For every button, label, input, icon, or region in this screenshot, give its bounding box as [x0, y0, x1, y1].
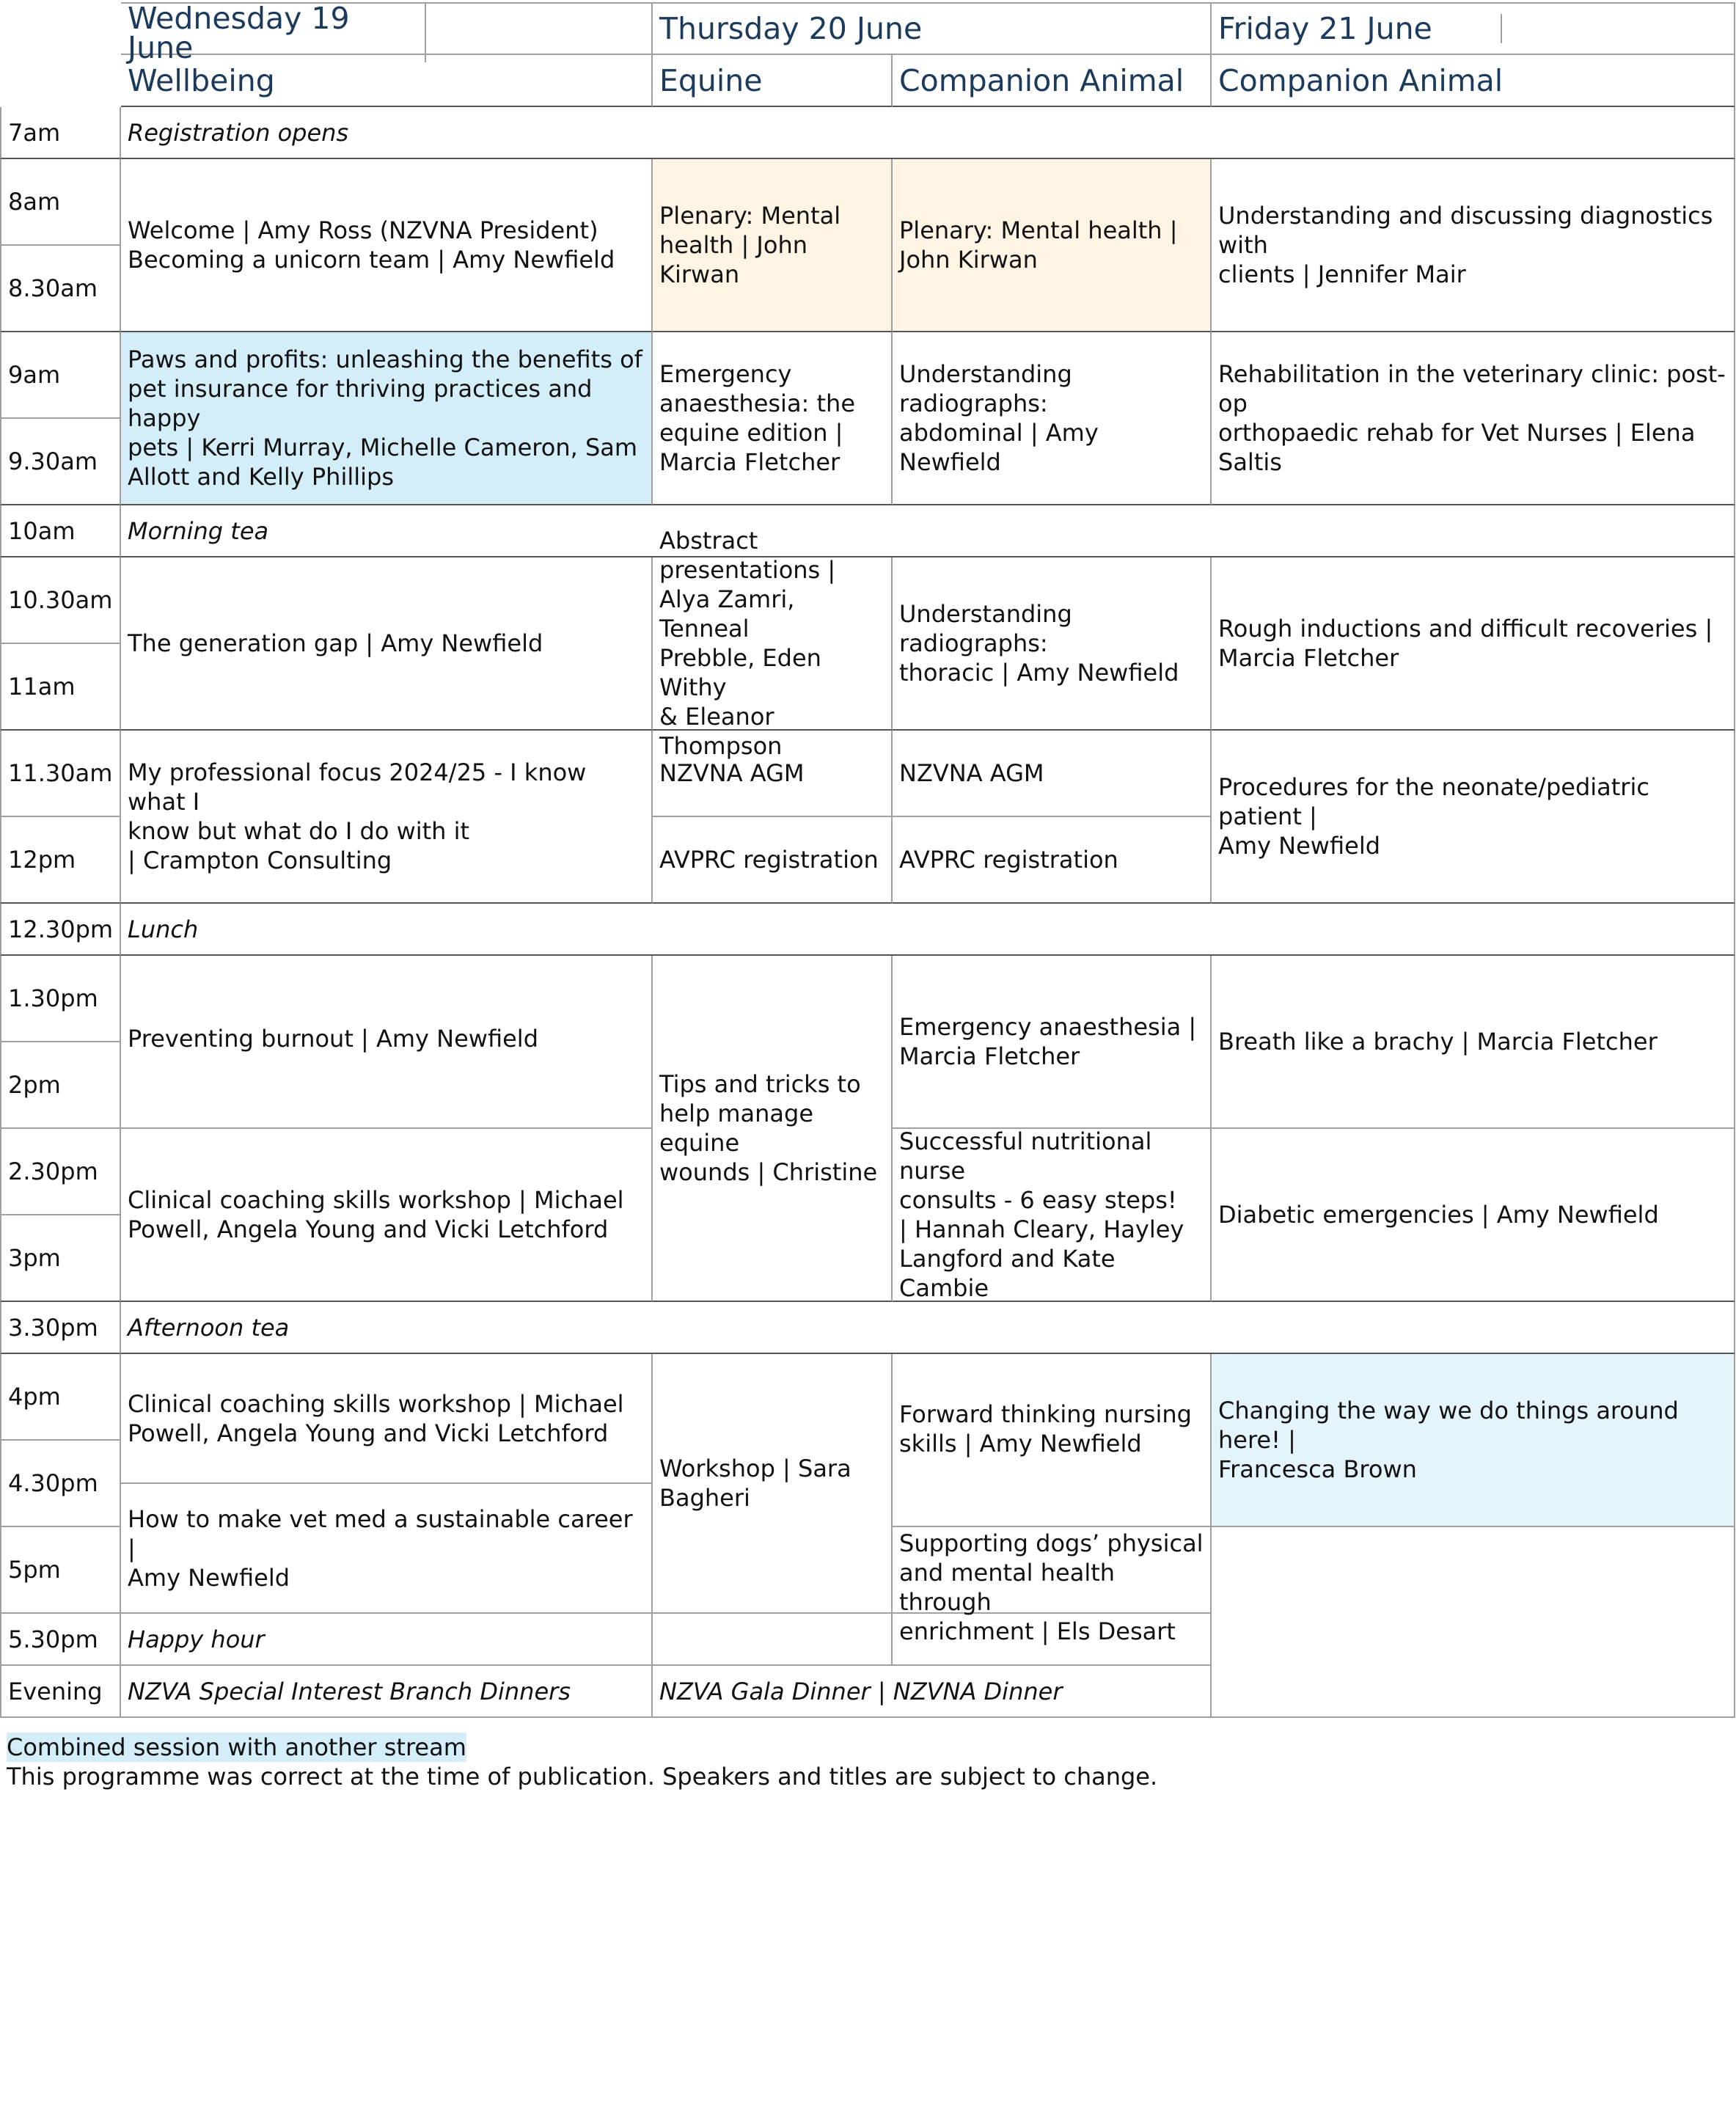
session-line: orthopaedic rehab for Vet Nurses | Elena Saltis	[1218, 419, 1696, 476]
session-line: Breath like a brachy | Marcia Fletcher	[1218, 1028, 1658, 1056]
session-line: Understanding and discussing diagnostics with	[1218, 202, 1713, 259]
stream-header-companion-fri: Companion Animal	[1212, 55, 1735, 107]
time-label: 9.30am	[0, 419, 121, 505]
time-label: 4pm	[0, 1354, 121, 1441]
session-line: Clinical coaching skills workshop | Michael	[128, 1186, 624, 1214]
empty-cell	[1212, 1527, 1735, 1718]
time-label: 4.30pm	[0, 1441, 121, 1527]
session-line: Clinical coaching skills workshop | Michael	[128, 1389, 624, 1418]
session-line: health | John Kirwan	[659, 231, 807, 288]
session-line: pet insurance for thriving practices and happy	[128, 375, 593, 432]
session-line: Francesca Brown	[1218, 1455, 1417, 1483]
session-line: Marcia Fletcher	[899, 1042, 1080, 1070]
session-line: Plenary: Mental	[659, 202, 841, 230]
session-line: Welcome | Amy Ross (NZVNA President)	[128, 216, 598, 244]
time-label: 2.30pm	[0, 1129, 121, 1215]
time-label: 5pm	[0, 1527, 121, 1614]
day-header-thu: Thursday 20 June	[653, 2, 1212, 55]
session-line: skills | Amy Newfield	[899, 1430, 1142, 1458]
break-lunch: Lunch	[121, 904, 1735, 956]
session-thu-companion-plenary	[893, 159, 1212, 332]
session-line: pets | Kerri Murray, Michelle Cameron, Sam	[128, 434, 638, 461]
session-line: John Kirwan	[899, 246, 1038, 274]
session-wed-paws-profits	[121, 332, 653, 505]
session-line: Rough inductions and difficult recoveries |	[1218, 615, 1713, 643]
session-line: Becoming a unicorn team | Amy Newfield	[128, 246, 615, 274]
session-thu-equine-wounds	[653, 956, 893, 1302]
session-line: Supporting dogs’ physical	[899, 1529, 1204, 1557]
empty-cell	[893, 1614, 1212, 1666]
time-label: 8am	[0, 159, 121, 246]
session-thu-companion-agm: NZVNA AGM	[893, 731, 1212, 817]
session-fri-rehab	[1212, 332, 1735, 505]
combined-session-legend: Combined session with another stream	[7, 1733, 466, 1761]
session-line: Marcia Fletcher	[659, 448, 840, 476]
time-label: 8.30am	[0, 246, 121, 332]
time-label: 10am	[0, 505, 121, 557]
break-happy-hour: Happy hour	[121, 1614, 653, 1666]
session-thu-companion-avprc: AVPRC registration	[893, 817, 1212, 904]
session-line: know but what do I do with it	[128, 817, 470, 845]
stream-header-companion-thu: Companion Animal	[893, 55, 1212, 107]
session-line: Emergency	[659, 360, 792, 388]
session-thu-companion-radiographs-thoracic	[893, 557, 1212, 731]
session-line: help manage equine	[659, 1100, 814, 1157]
time-label: 3pm	[0, 1215, 121, 1302]
session-line: wounds | Christine	[659, 1158, 878, 1186]
session-line: The generation gap | Amy Newfield	[128, 629, 543, 657]
time-label: 11.30am	[0, 731, 121, 817]
event-gala-dinner: NZVA Gala Dinner | NZVNA Dinner	[653, 1666, 1212, 1718]
session-thu-companion-forward-thinking	[893, 1354, 1212, 1527]
programme-table	[0, 2, 1736, 1719]
session-line: Understanding radiographs:	[899, 360, 1072, 417]
session-fri-inductions	[1212, 557, 1735, 731]
session-wed-generation-gap	[121, 557, 653, 731]
session-line: enrichment | Els Desart	[899, 1617, 1176, 1645]
session-line: Allott and Kelly Phillips	[128, 463, 394, 491]
session-line: Powell, Angela Young and Vicki Letchford	[128, 1215, 609, 1243]
time-label: 10.30am	[0, 557, 121, 644]
empty-cell	[653, 1614, 893, 1666]
session-line: Bagheri	[659, 1484, 750, 1512]
corner-blank	[0, 2, 121, 107]
session-thu-equine-abstracts	[653, 527, 893, 760]
session-line: clients | Jennifer Mair	[1218, 260, 1466, 288]
day-header-label: Friday 21 June	[1212, 14, 1502, 43]
session-line: Procedures for the neonate/pediatric patient |	[1218, 773, 1649, 830]
footer	[7, 1733, 1157, 1791]
session-line: Paws and profits: unleashing the benefits of	[128, 345, 642, 373]
session-wed-burnout	[121, 956, 653, 1129]
session-fri-diabetic	[1212, 1129, 1735, 1302]
session-line: Understanding radiographs:	[899, 600, 1072, 657]
session-line: Amy Newfield	[128, 1563, 290, 1592]
time-label: 3.30pm	[0, 1302, 121, 1354]
disclaimer-note: This programme was correct at the time of publication. Speakers and titles are subject to change.	[7, 1763, 1158, 1791]
session-wed-coaching-2	[121, 1354, 653, 1484]
session-line: & Eleanor Thompson	[659, 703, 783, 760]
time-label: 2pm	[0, 1042, 121, 1129]
time-label: 9am	[0, 332, 121, 419]
session-fri-changing-things	[1212, 1354, 1735, 1527]
session-line: Amy Newfield	[1218, 832, 1381, 860]
session-line: Successful nutritional nurse	[899, 1127, 1152, 1185]
session-thu-equine-workshop	[653, 1354, 893, 1614]
time-label: 1.30pm	[0, 956, 121, 1042]
session-wed-sustainable-career	[121, 1484, 653, 1614]
session-thu-companion-nutrition	[893, 1129, 1212, 1302]
day-header-wed	[121, 1, 653, 65]
session-line: Langford and Kate Cambie	[899, 1245, 1116, 1302]
session-line: anaesthesia: the	[659, 389, 856, 417]
break-registration: Registration opens	[121, 107, 1735, 159]
session-wed-welcome	[121, 159, 653, 332]
session-line: Plenary: Mental health |	[899, 216, 1178, 244]
event-sib-dinners: NZVA Special Interest Branch Dinners	[121, 1666, 653, 1718]
stream-header-wellbeing: Wellbeing	[121, 55, 653, 107]
time-label: 12pm	[0, 817, 121, 904]
break-afternoon-tea: Afternoon tea	[121, 1302, 1735, 1354]
session-line: Tips and tricks to	[659, 1070, 861, 1098]
session-line: | Hannah Cleary, Hayley	[899, 1215, 1184, 1243]
stream-header-equine: Equine	[653, 55, 893, 107]
session-line: Rehabilitation in the veterinary clinic: post-op	[1218, 360, 1726, 417]
session-line: Marcia Fletcher	[1218, 644, 1399, 672]
session-line: Powell, Angela Young and Vicki Letchford	[128, 1419, 609, 1447]
session-thu-companion-dogs	[893, 1527, 1212, 1645]
session-line: and mental health through	[899, 1559, 1116, 1616]
day-header-label: Wednesday 19 June	[121, 4, 426, 62]
session-line: My professional focus 2024/25 - I know what I	[128, 758, 587, 816]
session-line: Emergency anaesthesia |	[899, 1013, 1197, 1041]
day-header-fri	[1212, 2, 1735, 55]
time-label: 11am	[0, 644, 121, 731]
session-line: equine edition |	[659, 419, 843, 447]
session-fri-brachy	[1212, 956, 1735, 1129]
time-label: 7am	[0, 107, 121, 159]
session-line: Prebble, Eden Withy	[659, 644, 821, 701]
session-thu-companion-anaesthesia	[893, 956, 1212, 1129]
session-line: Forward thinking nursing	[899, 1400, 1192, 1428]
session-fri-diagnostics	[1212, 159, 1735, 332]
session-line: consults - 6 easy steps!	[899, 1186, 1177, 1214]
time-label: 5.30pm	[0, 1614, 121, 1666]
session-line: presentations |	[659, 556, 836, 584]
session-wed-coaching-1	[121, 1129, 653, 1302]
session-line: thoracic | Amy Newfield	[899, 659, 1179, 687]
session-thu-equine-anaesthesia	[653, 332, 893, 505]
session-thu-equine-avprc: AVPRC registration	[653, 817, 893, 904]
session-line: Diabetic emergencies | Amy Newfield	[1218, 1201, 1659, 1229]
time-label: 12.30pm	[0, 904, 121, 956]
session-line: Workshop | Sara	[659, 1455, 851, 1482]
session-line: abdominal | Amy Newfield	[899, 419, 1099, 476]
session-line: Changing the way we do things around here! |	[1218, 1397, 1679, 1454]
session-thu-companion-radiographs-abdominal	[893, 332, 1212, 505]
session-thu-equine-plenary	[653, 159, 893, 332]
session-thu-equine-agm: NZVNA AGM	[653, 731, 893, 817]
session-line: Preventing burnout | Amy Newfield	[128, 1025, 538, 1053]
session-wed-professional-focus	[121, 731, 653, 904]
break-morning-tea: Morning tea	[121, 505, 1735, 557]
session-fri-neonate	[1212, 731, 1735, 904]
session-line: Abstract	[659, 527, 758, 555]
session-line: How to make vet med a sustainable career |	[128, 1504, 633, 1562]
session-line: | Crampton Consulting	[128, 846, 392, 874]
time-label: Evening	[0, 1666, 121, 1718]
session-line: Alya Zamri, Tenneal	[659, 585, 795, 643]
